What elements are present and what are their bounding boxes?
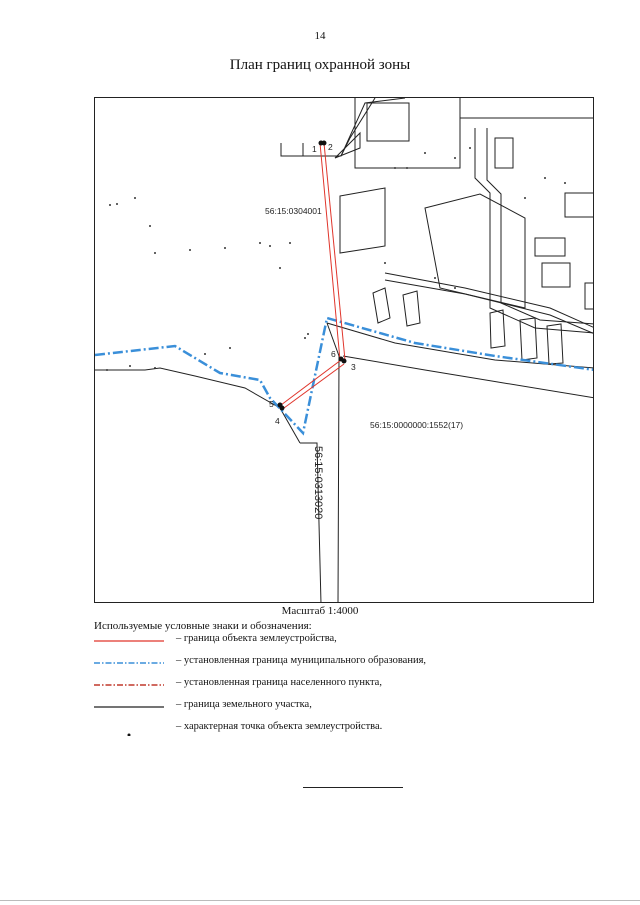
- survey-dot: [406, 167, 408, 169]
- blue-dashdot-line-icon: [94, 656, 164, 670]
- legend-item-label: – характерная точка объекта землеустройства.: [176, 721, 383, 732]
- parcel-label-south-east: 56:15:0000000:1552(17): [370, 420, 464, 430]
- corridor-line-lower: [343, 356, 594, 398]
- point-1-label: 1: [312, 144, 317, 154]
- survey-dots: [106, 147, 566, 371]
- survey-dot: [229, 347, 231, 349]
- survey-dot: [106, 369, 108, 371]
- point-marker-icon: [94, 722, 164, 736]
- survey-dot: [189, 249, 191, 251]
- boundary-map: [94, 97, 594, 603]
- legend-item: [94, 696, 554, 718]
- survey-dot: [129, 365, 131, 367]
- survey-dot: [289, 242, 291, 244]
- survey-dot: [304, 337, 306, 339]
- red-dashdot-line-icon: [94, 678, 164, 692]
- point-2-marker: [322, 141, 327, 146]
- road-edge-right: [327, 323, 339, 603]
- survey-dot: [394, 167, 396, 169]
- legend-heading: Используемые условные знаки и обозначения:: [94, 620, 312, 632]
- building-1: [367, 103, 409, 141]
- municipal-boundary: [95, 318, 594, 433]
- legend: [94, 630, 554, 740]
- survey-dot: [469, 147, 471, 149]
- survey-dot: [116, 203, 118, 205]
- survey-dot: [454, 157, 456, 159]
- footer-rule: [0, 900, 640, 901]
- parcel-label-north: 56:15:0304001: [265, 206, 322, 216]
- parcel-boundary-diagonal-top: [341, 98, 405, 156]
- object-boundary-segment-2: [324, 143, 345, 360]
- parcel-boundary-diagonal-top-2: [350, 98, 375, 138]
- survey-dot: [544, 177, 546, 179]
- survey-dot: [384, 262, 386, 264]
- point-4-label: 4: [275, 416, 280, 426]
- solid-black-line-icon: [94, 700, 164, 714]
- survey-dot: [307, 333, 309, 335]
- building-3: [425, 194, 525, 308]
- building-10: [403, 291, 420, 326]
- survey-dot: [454, 287, 456, 289]
- legend-item-label: – граница объекта землеустройства,: [176, 633, 337, 644]
- legend-item: [94, 630, 554, 652]
- building-7: [542, 263, 570, 287]
- object-boundary-segment-1: [320, 143, 342, 360]
- survey-dot: [154, 367, 156, 369]
- legend-item-label: – установленная граница населенного пункта,: [176, 677, 382, 688]
- solid-red-line-icon: [94, 634, 164, 648]
- survey-dot: [524, 197, 526, 199]
- survey-dot: [109, 204, 111, 206]
- building-sliver: [335, 133, 360, 158]
- parcel-boundary-road-right-2: [487, 128, 594, 324]
- object-boundary: [281, 143, 345, 408]
- point-6-marker: [339, 357, 344, 362]
- building-9: [373, 288, 390, 323]
- survey-dot: [149, 225, 151, 227]
- survey-dot: [424, 152, 426, 154]
- legend-item-label: – граница земельного участка,: [176, 699, 312, 710]
- legend-item-label: – установленная граница муниципального образования,: [176, 655, 427, 666]
- survey-dot: [564, 182, 566, 184]
- survey-dot: [224, 247, 226, 249]
- point-5-label: 5: [269, 399, 274, 409]
- survey-dot: [134, 197, 136, 199]
- point-3-label: 3: [351, 362, 356, 372]
- legend-item: [94, 674, 554, 696]
- survey-dot: [279, 267, 281, 269]
- building-2: [340, 188, 385, 253]
- building-5: [565, 193, 594, 217]
- signature-line: [303, 787, 403, 788]
- point-6-label: 6: [331, 349, 336, 359]
- building-4: [495, 138, 513, 168]
- survey-dot: [204, 353, 206, 355]
- building-12: [520, 318, 537, 360]
- legend-item: [94, 718, 554, 740]
- parcel-boundary-road-right: [475, 128, 594, 333]
- building-8: [585, 283, 594, 309]
- survey-dot: [269, 245, 271, 247]
- page-title: План границ охранной зоны: [229, 57, 411, 73]
- point-2-label: 2: [328, 142, 333, 152]
- map-scale: Масштаб 1:4000: [281, 605, 359, 617]
- building-11: [490, 310, 505, 348]
- survey-dot: [154, 252, 156, 254]
- legend-item: [94, 652, 554, 674]
- object-boundary-segment-4: [284, 364, 344, 408]
- map-canvas: [95, 98, 594, 603]
- parcel-label-road: 56:15:0313020: [312, 446, 324, 520]
- buildings: [335, 103, 594, 364]
- page-number: 14: [314, 30, 326, 42]
- survey-dot: [259, 242, 261, 244]
- point-5-marker: [278, 403, 283, 408]
- building-6: [535, 238, 565, 256]
- survey-dot: [434, 277, 436, 279]
